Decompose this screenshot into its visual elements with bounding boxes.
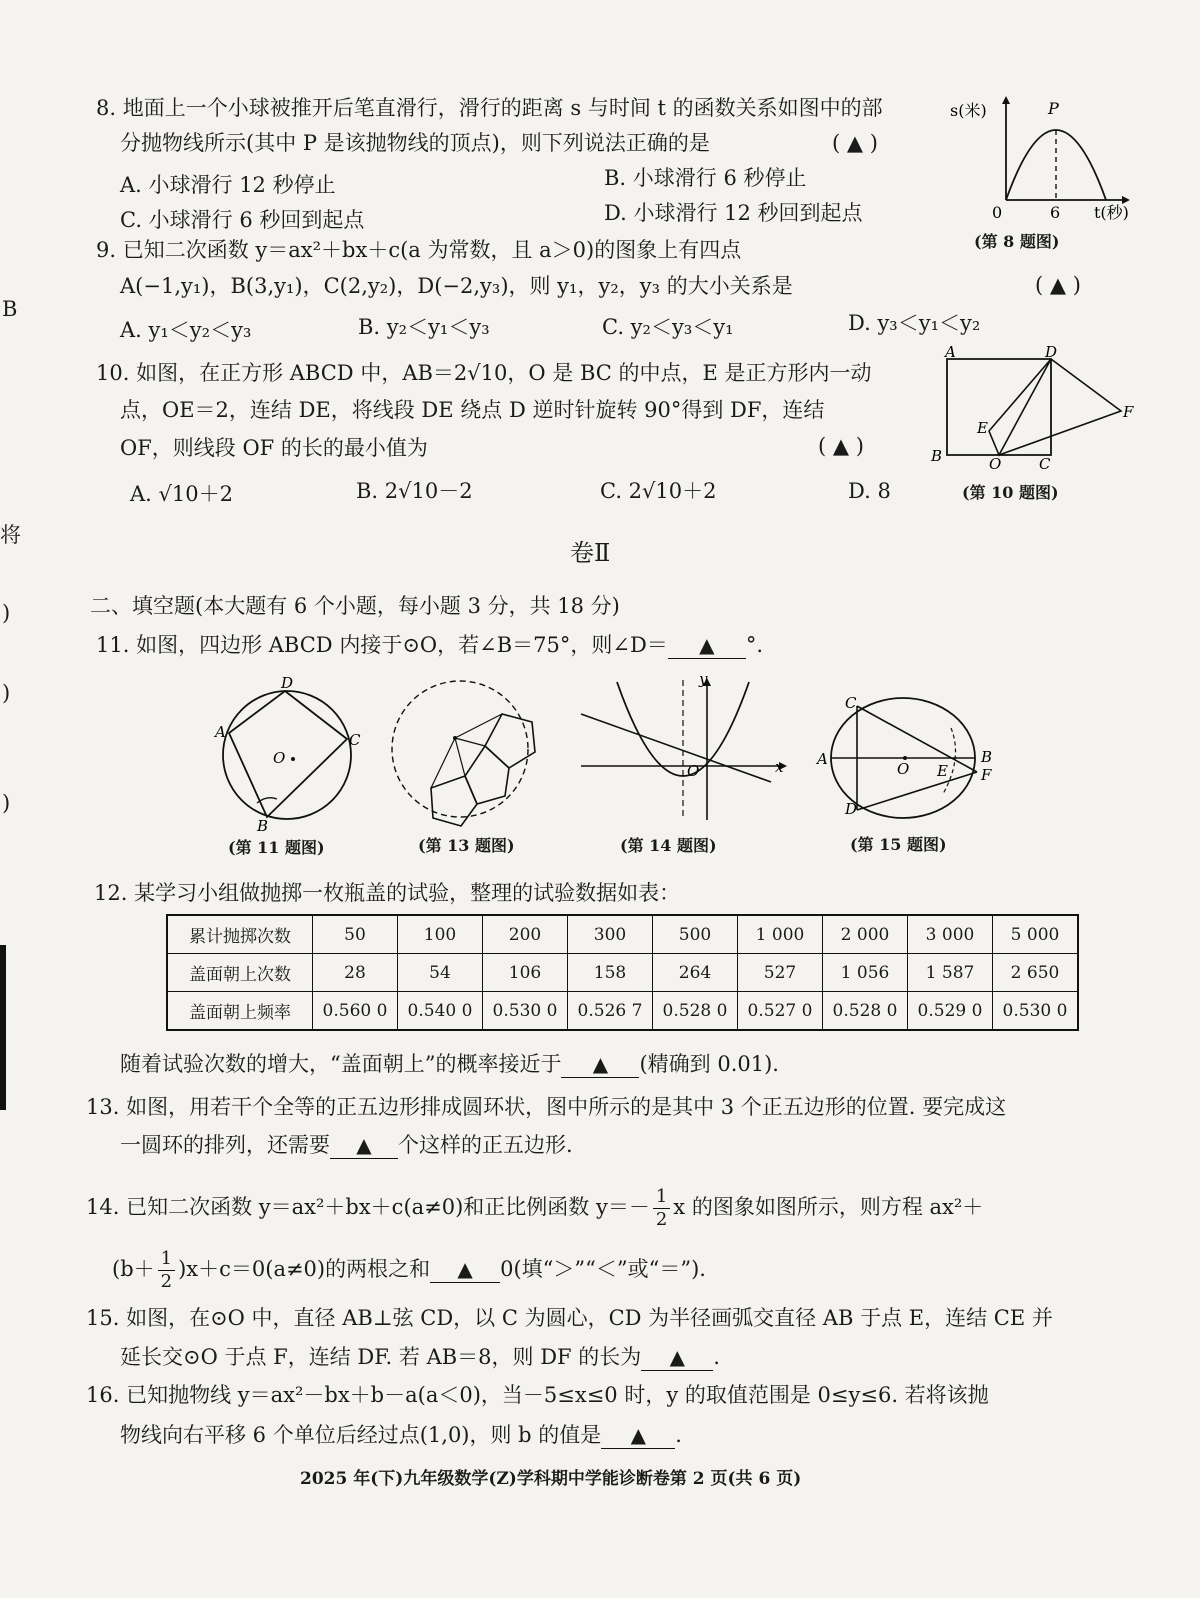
fig15-label-f: F	[981, 766, 992, 784]
q9-option-d: D. y₃＜y₁＜y₂	[848, 311, 981, 335]
table-cell: 2 650	[993, 954, 1079, 992]
q10-answer-mark: ( ▲ )	[818, 434, 864, 458]
table-row	[167, 954, 1078, 992]
q15-tail: .	[713, 1345, 720, 1369]
q12-tail: (精确到 0.01).	[639, 1052, 779, 1076]
q8-stem-line1: 8. 地面上一个小球被推开后笔直滑行，滑行的距离 s 与时间 t 的函数关系如图中的部	[96, 96, 883, 120]
table-cell: 0.540 0	[398, 992, 483, 1031]
table-cell: 0.530 0	[483, 992, 568, 1031]
table-cell: 500	[653, 915, 738, 954]
fig10-label-d: D	[1045, 345, 1058, 361]
section-heading: 二、填空题(本大题有 6 个小题，每小题 3 分，共 18 分)	[90, 594, 620, 618]
table-cell: 527	[738, 954, 823, 992]
table-cell: 100	[398, 915, 483, 954]
q9-stem-line2: A(−1,y₁)，B(3,y₁)，C(2,y₂)，D(−2,y₃)，则 y₁，y₂，y₃ 的大小关系是	[120, 274, 793, 298]
table-cell: 200	[483, 915, 568, 954]
table-cell: 0.527 0	[738, 992, 823, 1031]
fig14-label-x: x	[775, 758, 784, 776]
margin-paren: )	[2, 601, 11, 625]
q9-stem-line1: 9. 已知二次函数 y＝ax²＋bx＋c(a 为常数，且 a＞0)的图象上有四点	[96, 238, 742, 262]
fig11-caption: (第 11 题图)	[228, 838, 325, 857]
table-cell: 50	[313, 915, 398, 954]
table-cell: 5 000	[993, 915, 1079, 954]
table-cell: 264	[653, 954, 738, 992]
fig11-label-b: B	[257, 817, 269, 835]
q13-stem-line1: 13. 如图，用若干个全等的正五边形排成圆环状，图中所示的是其中 3 个正五边形的位置. 要完成这	[86, 1095, 1007, 1119]
margin-paren: )	[2, 791, 11, 815]
q8-option-a: A. 小球滑行 12 秒停止	[120, 173, 336, 197]
q14-fraction-2	[158, 1248, 175, 1293]
table-row-header: 盖面朝上频率	[167, 992, 313, 1031]
q10-option-d: D. 8	[848, 479, 891, 503]
table-cell: 106	[483, 954, 568, 992]
margin-letter: B	[2, 297, 18, 321]
q14-line2-part1: (b＋	[112, 1257, 155, 1281]
table-row-header: 盖面朝上次数	[167, 954, 313, 992]
margin-binding-strip	[0, 945, 6, 1110]
table-cell: 1 587	[908, 954, 993, 992]
table-row	[167, 992, 1078, 1031]
fig11-label-d: D	[281, 675, 294, 692]
q13-stem-line2: 一圆环的排列，还需要	[120, 1133, 330, 1157]
q14-line2-part3: 0(填“＞”“＜”或“＝”).	[500, 1257, 706, 1281]
fig10-caption: (第 10 题图)	[962, 483, 1059, 502]
fig15-label-e: E	[937, 762, 948, 780]
q13-blank: ▲	[330, 1132, 398, 1159]
fig14-parabola-line-graph	[575, 670, 800, 830]
q11-tail: °.	[745, 633, 763, 657]
fig11-label-a: A	[215, 723, 226, 741]
q14-blank: ▲	[430, 1256, 500, 1283]
q8-option-c: C. 小球滑行 6 秒回到起点	[120, 208, 365, 232]
fig15-label-b: B	[981, 748, 993, 766]
table-row	[167, 915, 1078, 954]
table-cell: 28	[313, 954, 398, 992]
fig10-label-b: B	[931, 447, 943, 465]
q14-fraction	[653, 1186, 670, 1231]
fig8-parabola-graph	[940, 90, 1175, 250]
fig8-label-p: P	[1048, 99, 1059, 118]
q9-option-a: A. y₁＜y₂＜y₃	[120, 318, 252, 342]
q14-stem-part1: 14. 已知二次函数 y＝ax²＋bx＋c(a≠0)和正比例函数 y＝－	[86, 1195, 650, 1219]
table-cell: 1 000	[738, 915, 823, 954]
q10-option-c: C. 2√10＋2	[600, 479, 717, 503]
q14-line2-part2: )x＋c＝0(a≠0)的两根之和	[178, 1257, 431, 1281]
q12-blank: ▲	[561, 1051, 639, 1078]
fig8-origin: 0	[992, 203, 1003, 222]
q15-stem-line2: 延长交⊙O 于点 F，连结 DF. 若 AB＝8，则 DF 的长为	[120, 1345, 642, 1369]
fig10-label-f: F	[1123, 403, 1134, 421]
q12-stem: 12. 某学习小组做抛掷一枚瓶盖的试验，整理的试验数据如表：	[94, 881, 681, 905]
fig13-caption: (第 13 题图)	[418, 836, 515, 855]
table-cell: 158	[568, 954, 653, 992]
q8-answer-mark: ( ▲ )	[832, 131, 878, 155]
q16-stem-line2: 物线向右平移 6 个单位后经过点(1,0)，则 b 的值是	[120, 1423, 602, 1447]
q11-stem: 11. 如图，四边形 ABCD 内接于⊙O，若∠B＝75°，则∠D＝	[96, 633, 668, 657]
fig8-xlabel: t(秒)	[1094, 203, 1129, 222]
margin-char: 将	[0, 523, 21, 547]
fig15-circle-figure	[815, 690, 1005, 830]
table-cell: 0.528 0	[823, 992, 908, 1031]
fig8-caption: (第 8 题图)	[974, 232, 1060, 251]
q10-option-b: B. 2√10－2	[356, 479, 473, 503]
table-cell: 300	[568, 915, 653, 954]
q8-option-b: B. 小球滑行 6 秒停止	[604, 166, 807, 190]
fig10-square-figure	[925, 345, 1140, 475]
q16-blank: ▲	[601, 1422, 675, 1449]
q10-option-a: A. √10＋2	[130, 482, 233, 506]
table-cell: 1 056	[823, 954, 908, 992]
q14-stem-part2: x 的图象如图所示，则方程 ax²＋	[673, 1195, 984, 1219]
q12-followup: 随着试验次数的增大，“盖面朝上”的概率接近于	[120, 1052, 562, 1076]
q11-blank: ▲	[668, 632, 746, 659]
table-cell: 54	[398, 954, 483, 992]
q9-option-c: C. y₂＜y₃＜y₁	[602, 315, 734, 339]
table-cell: 0.528 0	[653, 992, 738, 1031]
fig15-label-d: D	[845, 800, 858, 818]
table-cell: 0.529 0	[908, 992, 993, 1031]
fig11-circle-quadrilateral	[205, 675, 375, 840]
table-cell: 0.560 0	[313, 992, 398, 1031]
fig13-pentagon-ring	[385, 672, 555, 832]
fig15-label-a: A	[817, 750, 828, 768]
table-cell: 0.530 0	[993, 992, 1079, 1031]
margin-paren: )	[2, 681, 11, 705]
q14-frac-num: 1	[158, 1248, 175, 1271]
q9-answer-mark: ( ▲ )	[1035, 273, 1081, 297]
q14-frac-den: 2	[655, 1209, 668, 1230]
q8-option-d: D. 小球滑行 12 秒回到起点	[604, 201, 863, 225]
table-cell: 3 000	[908, 915, 993, 954]
q13-tail: 个这样的正五边形.	[398, 1133, 573, 1157]
q12-data-table	[166, 914, 1079, 1031]
table-row-header: 累计抛掷次数	[167, 915, 313, 954]
fig10-label-e: E	[977, 419, 988, 437]
table-cell: 2 000	[823, 915, 908, 954]
page-footer: 2025 年(下)九年级数学(Z)学科期中学能诊断卷第 2 页(共 6 页)	[300, 1469, 802, 1489]
fig10-label-c: C	[1039, 455, 1051, 473]
q16-tail: .	[675, 1423, 682, 1447]
q14-frac-den: 2	[160, 1271, 173, 1292]
fig11-label-c: C	[349, 731, 361, 749]
fig8-xtick: 6	[1050, 203, 1061, 222]
fig14-caption: (第 14 题图)	[620, 836, 717, 855]
fig8-ylabel: s(米)	[950, 101, 987, 120]
fig15-label-c: C	[845, 694, 857, 712]
fig15-caption: (第 15 题图)	[850, 835, 947, 854]
q10-stem-line1: 10. 如图，在正方形 ABCD 中，AB＝2√10，O 是 BC 的中点，E 是正方形内一动	[96, 361, 872, 385]
q9-option-b: B. y₂＜y₁＜y₃	[358, 315, 490, 339]
table-cell: 0.526 7	[568, 992, 653, 1031]
fig15-label-o: O	[897, 760, 910, 778]
fig14-label-o: O	[687, 762, 700, 780]
q15-stem-line1: 15. 如图，在⊙O 中，直径 AB⊥弦 CD，以 C 为圆心，CD 为半径画弧交直径 AB 于点 E，连结 CE 并	[86, 1306, 1053, 1330]
q10-stem-line3: OF，则线段 OF 的长的最小值为	[120, 436, 428, 460]
fig11-label-o: O	[273, 749, 286, 767]
q10-stem-line2: 点，OE＝2，连结 DE，将线段 DE 绕点 D 逆时针旋转 90°得到 DF，连结	[120, 398, 825, 422]
q16-stem-line1: 16. 已知抛物线 y＝ax²－bx＋b－a(a＜0)，当－5≤x≤0 时，y 的取值范围是 0≤y≤6. 若将该抛	[86, 1383, 989, 1407]
fig14-label-y: y	[699, 670, 708, 688]
q14-frac-num: 1	[653, 1186, 670, 1209]
fig10-label-a: A	[945, 345, 956, 361]
q8-stem-line2: 分抛物线所示(其中 P 是该抛物线的顶点)，则下列说法正确的是	[120, 131, 710, 155]
section-title: 卷Ⅱ	[570, 539, 611, 567]
fig10-label-o: O	[989, 455, 1002, 473]
q15-blank: ▲	[641, 1344, 713, 1371]
